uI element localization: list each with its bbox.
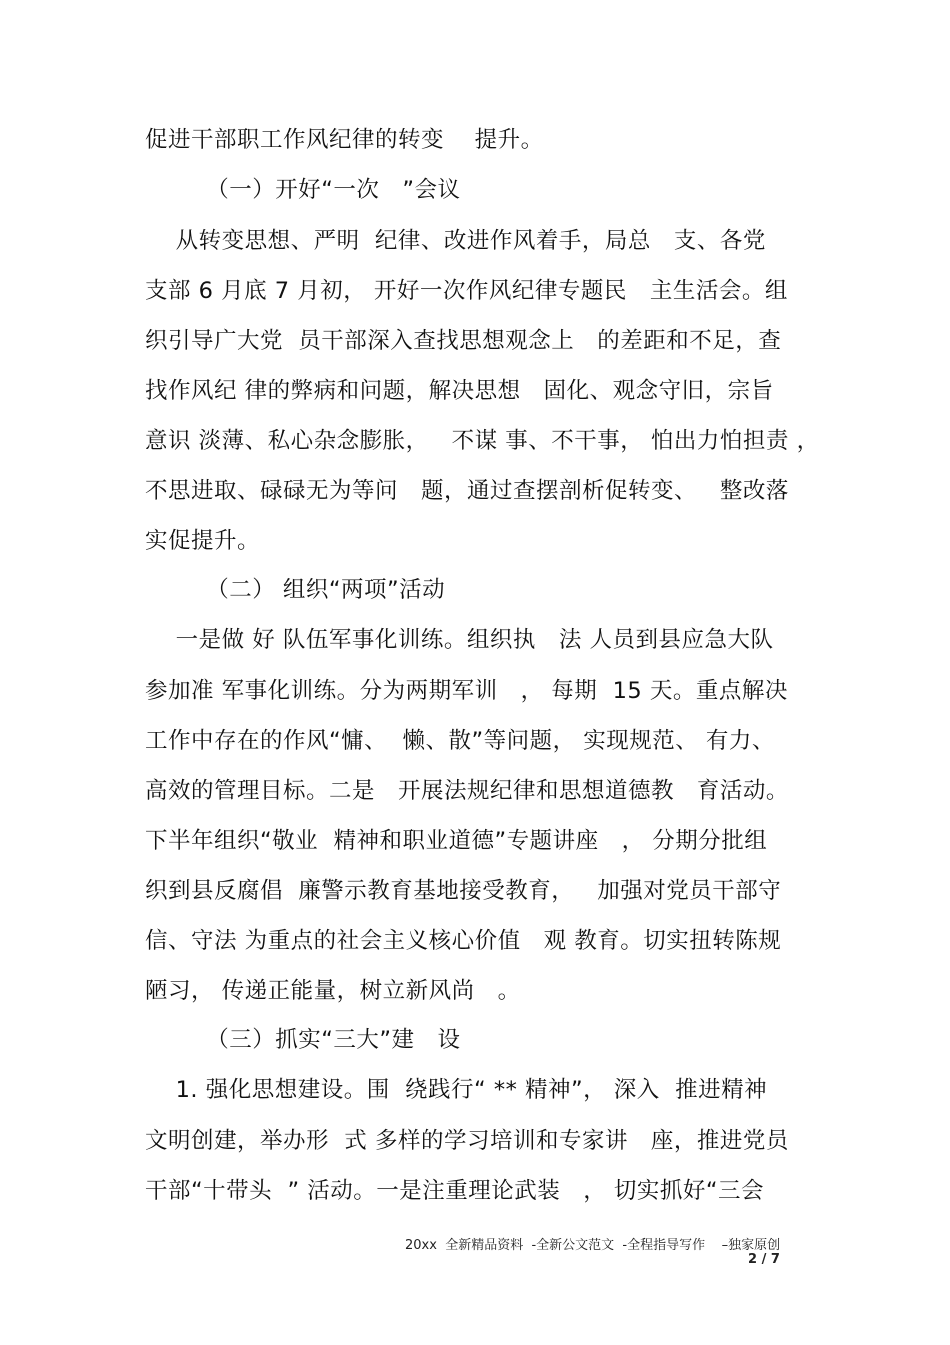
- body-line: 信、守法 为重点的社会主义核心价值 观 教育。切实扭转陈规: [145, 928, 782, 954]
- body-line: 干部“十带头 ” 活动。一是注重理论武装 ， 切实抓好“三会: [145, 1178, 765, 1204]
- body-line: 1. 强化思想建设。围 绕践行“ ** 精神”， 深入 推进精神: [145, 1077, 768, 1103]
- section-heading: （三）抓实“三大”建 设: [145, 1027, 461, 1053]
- body-line: 高效的管理目标。二是 开展法规纪律和思想道德教 育活动。: [145, 778, 789, 804]
- body-line: 织引导广大党 员干部深入查找思想观念上 的差距和不足，查: [145, 328, 782, 354]
- body-line: 陋习， 传递正能量，树立新风尚 。: [145, 978, 521, 1004]
- body-line: 意识 淡薄、私心杂念膨胀， 不谋 事、不干事， 怕出力怕担责 ，: [145, 428, 820, 454]
- body-line: 支部 6 月底 7 月初， 开好一次作风纪律专题民 主生活会。组: [145, 278, 788, 304]
- body-line: 促进干部职工作风纪律的转变 提升。: [145, 127, 544, 153]
- page-footer: 20xx 全新精品资料 -全新公文范文 -全程指导写作 –独家原创: [405, 1238, 781, 1253]
- body-line: 下半年组织“敬业 精神和职业道德”专题讲座 ， 分期分批组: [145, 828, 768, 854]
- section-heading: （一）开好“一次 ”会议: [145, 177, 461, 203]
- body-line: 工作中存在的作风“慵、 懒、散”等问题， 实现规范、 有力、: [145, 728, 775, 754]
- body-line: 一是做 好 队伍军事化训练。组织执 法 人员到县应急大队: [145, 627, 774, 653]
- section-heading: （二） 组织“两项”活动: [145, 577, 446, 603]
- body-line: 实促提升。: [145, 528, 261, 554]
- body-line: 织到县反腐倡 廉警示教育基地接受教育， 加强对党员干部守: [145, 878, 782, 904]
- body-line: 不思进取、碌碌无为等问 题，通过查摆剖析促转变、 整改落: [145, 478, 789, 504]
- body-line: 找作风纪 律的弊病和问题，解决思想 固化、观念守旧，宗旨: [145, 378, 774, 404]
- body-line: 文明创建，举办形 式 多样的学习培训和专家讲 座，推进党员: [145, 1128, 789, 1154]
- page-number: 2 / 7: [748, 1252, 780, 1267]
- body-line: 从转变思想、严明 纪律、改进作风着手，局总 支、各党: [145, 228, 766, 254]
- body-line: 参加准 军事化训练。分为两期军训 ， 每期 15 天。重点解决: [145, 678, 788, 704]
